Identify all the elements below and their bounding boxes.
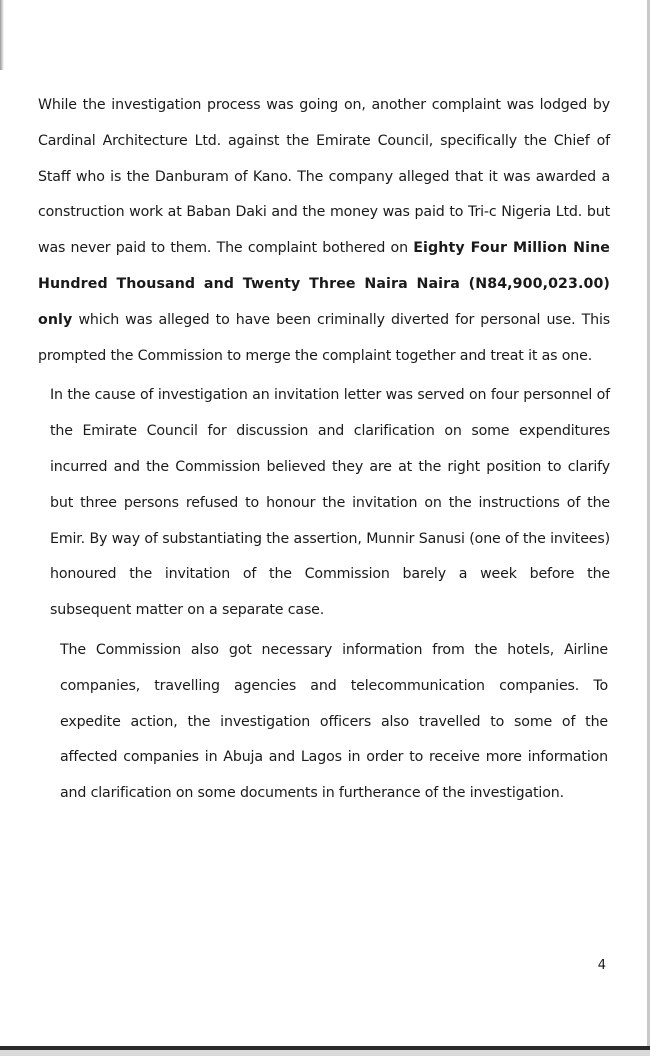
bold-amount-text: Eighty Four Million Nine Hundred Thousand and Twenty Three Naira Naira (N84,900,023.00) only (38, 240, 610, 328)
paragraph-information-gathering: The Commission also got necessary information from the hotels, Airline companies, travelling agencies and telecommunication companies. To expedite action, the investigation officers also travelled to some of the affected companies in Abuja and Lagos in order to receive more information and clarification on some documents in furtherance of the investigation. (60, 641, 608, 802)
paragraph-cardinal-complaint (38, 88, 610, 374)
page-number: 4 (597, 958, 606, 973)
page-left-edge-shadow (0, 0, 4, 70)
document-body (38, 88, 610, 812)
page-bottom-shadow (0, 1050, 650, 1056)
paragraph-text: While the investigation process was going on, another complaint was lodged by Cardinal Architecture Ltd. against the Emirate Council, specifically the Chief of Staff who is the Danburam of Kano. The company alleged that it was awarded a construction work at Baban Daki and the money was paid to Tri-c Nigeria Ltd. but was never paid to them. The complaint bothered on (38, 97, 610, 257)
paragraph-invitation-letter: In the cause of investigation an invitation letter was served on four personnel of the Emirate Council for discussion and clarification on some expenditures incurred and the Commission believed they are at the right position to clarify but three persons refused to honour the invitation on the instructions of the Emir. By way of substantiating the assertion, Munnir Sanusi (one of the invitees) honoured the invitation of the Commission barely a week before the subsequent matter on a separate case. (50, 387, 610, 619)
paragraph-text: which was alleged to have been criminally diverted for personal use. This prompted the Commission to merge the complaint together and treat it as one. (38, 311, 610, 364)
